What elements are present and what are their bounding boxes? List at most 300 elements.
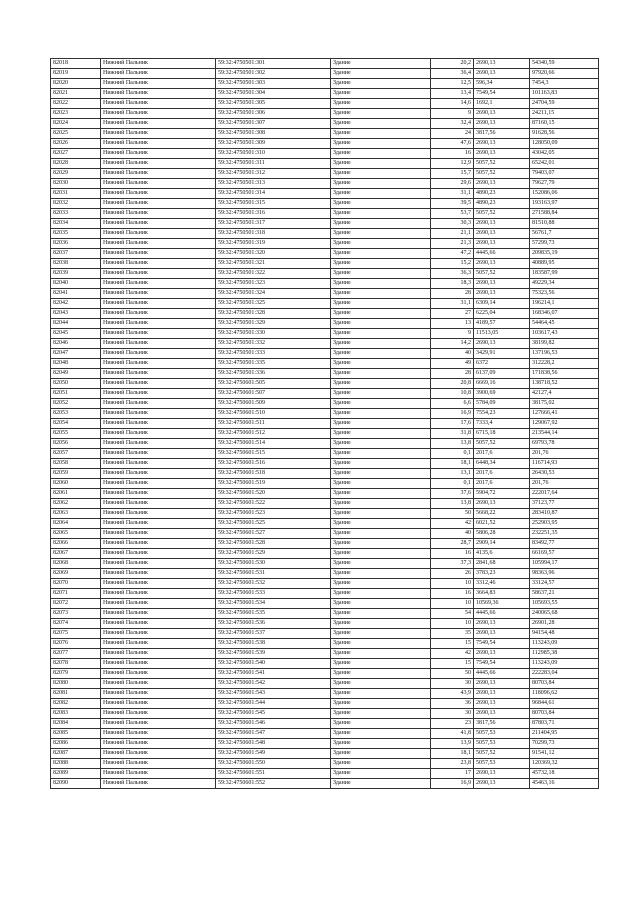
- object-type-cell: Здание: [331, 529, 431, 539]
- area-cell: 10,8: [431, 389, 474, 399]
- cadastral-value-cell: 91628,56: [530, 129, 599, 139]
- settlement-cell: Нижний Пальник: [101, 469, 216, 479]
- record-number-cell: 82083: [51, 709, 101, 719]
- area-cell: 15: [431, 639, 474, 649]
- cadastral-value-cell: 120369,32: [530, 759, 599, 769]
- record-number-cell: 82062: [51, 499, 101, 509]
- area-cell: 9: [431, 109, 474, 119]
- cadastral-number-cell: 59:32:4750601:518: [216, 469, 331, 479]
- settlement-cell: Нижний Пальник: [101, 209, 216, 219]
- record-number-cell: 82029: [51, 169, 101, 179]
- table-row: [51, 439, 599, 449]
- cadastral-number-cell: 59:32:4750501:314: [216, 189, 331, 199]
- record-number-cell: 82051: [51, 389, 101, 399]
- area-cell: 53,7: [431, 209, 474, 219]
- cadastral-value-cell: 43042,05: [530, 149, 599, 159]
- settlement-cell: Нижний Пальник: [101, 499, 216, 509]
- object-type-cell: Здание: [331, 379, 431, 389]
- area-cell: 21,1: [431, 229, 474, 239]
- record-number-cell: 82047: [51, 349, 101, 359]
- cadastral-number-cell: 59:32:4750501:318: [216, 229, 331, 239]
- unit-value-cell: 2909,14: [474, 539, 530, 549]
- cadastral-value-cell: 26430,53: [530, 469, 599, 479]
- table-row: [51, 209, 599, 219]
- object-type-cell: Здание: [331, 569, 431, 579]
- table-row: [51, 619, 599, 629]
- cadastral-number-cell: 59:32:4750601:528: [216, 539, 331, 549]
- cadastral-value-cell: 87803,71: [530, 719, 599, 729]
- cadastral-number-cell: 59:32:4750601:547: [216, 729, 331, 739]
- record-number-cell: 82069: [51, 569, 101, 579]
- cadastral-number-cell: 59:32:4750601:527: [216, 529, 331, 539]
- table-row: [51, 89, 599, 99]
- object-type-cell: Здание: [331, 399, 431, 409]
- area-cell: 13,9: [431, 739, 474, 749]
- cadastral-number-cell: 59:32:4750601:515: [216, 449, 331, 459]
- cadastral-value-cell: 24704,59: [530, 99, 599, 109]
- cadastral-value-cell: 232251,35: [530, 529, 599, 539]
- record-number-cell: 82039: [51, 269, 101, 279]
- table-row: [51, 529, 599, 539]
- object-type-cell: Здание: [331, 149, 431, 159]
- record-number-cell: 82074: [51, 619, 101, 629]
- unit-value-cell: 2690,13: [474, 179, 530, 189]
- table-row: [51, 199, 599, 209]
- table-row: [51, 159, 599, 169]
- object-type-cell: Здание: [331, 499, 431, 509]
- object-type-cell: Здание: [331, 329, 431, 339]
- area-cell: 43,9: [431, 689, 474, 699]
- unit-value-cell: 7549,54: [474, 89, 530, 99]
- table-row: [51, 669, 599, 679]
- record-number-cell: 82020: [51, 79, 101, 89]
- settlement-cell: Нижний Пальник: [101, 489, 216, 499]
- settlement-cell: Нижний Пальник: [101, 749, 216, 759]
- cadastral-number-cell: 59:32:4750601:520: [216, 489, 331, 499]
- cadastral-number-cell: 59:32:4750601:542: [216, 679, 331, 689]
- record-number-cell: 82073: [51, 609, 101, 619]
- cadastral-value-cell: 252903,95: [530, 519, 599, 529]
- unit-value-cell: 7549,54: [474, 639, 530, 649]
- cadastral-value-cell: 26901,28: [530, 619, 599, 629]
- cadastral-value-cell: 103617,43: [530, 329, 599, 339]
- cadastral-value-cell: 57299,73: [530, 239, 599, 249]
- cadastral-value-cell: 79627,79: [530, 179, 599, 189]
- record-number-cell: 82082: [51, 699, 101, 709]
- record-number-cell: 82040: [51, 279, 101, 289]
- unit-value-cell: 2690,13: [474, 59, 530, 69]
- object-type-cell: Здание: [331, 539, 431, 549]
- table-row: [51, 589, 599, 599]
- cadastral-number-cell: 59:32:4750601:538: [216, 639, 331, 649]
- cadastral-value-cell: 222283,04: [530, 669, 599, 679]
- table-row: [51, 299, 599, 309]
- unit-value-cell: 2690,13: [474, 219, 530, 229]
- table-row: [51, 269, 599, 279]
- unit-value-cell: 5904,72: [474, 489, 530, 499]
- area-cell: 16: [431, 149, 474, 159]
- area-cell: 16: [431, 589, 474, 599]
- cadastral-number-cell: 59:32:4750501:333: [216, 349, 331, 359]
- record-number-cell: 82030: [51, 179, 101, 189]
- object-type-cell: Здание: [331, 409, 431, 419]
- record-number-cell: 82077: [51, 649, 101, 659]
- table-row: [51, 549, 599, 559]
- settlement-cell: Нижний Пальник: [101, 319, 216, 329]
- unit-value-cell: 2690,13: [474, 289, 530, 299]
- cadastral-value-cell: 54340,59: [530, 59, 599, 69]
- record-number-cell: 82054: [51, 419, 101, 429]
- table-row: [51, 579, 599, 589]
- table-row: [51, 489, 599, 499]
- table-row: [51, 379, 599, 389]
- cadastral-value-cell: 7454,3: [530, 79, 599, 89]
- area-cell: 10: [431, 619, 474, 629]
- cadastral-number-cell: 59:32:4750501:322: [216, 269, 331, 279]
- unit-value-cell: 2690,13: [474, 769, 530, 779]
- record-number-cell: 82053: [51, 409, 101, 419]
- settlement-cell: Нижний Пальник: [101, 369, 216, 379]
- object-type-cell: Здание: [331, 549, 431, 559]
- settlement-cell: Нижний Пальник: [101, 539, 216, 549]
- area-cell: 23: [431, 719, 474, 729]
- cadastral-value-cell: 211404,95: [530, 729, 599, 739]
- area-cell: 15,2: [431, 259, 474, 269]
- record-number-cell: 82072: [51, 599, 101, 609]
- record-number-cell: 82024: [51, 119, 101, 129]
- settlement-cell: Нижний Пальник: [101, 719, 216, 729]
- unit-value-cell: 5057,52: [474, 159, 530, 169]
- cadastral-value-cell: 127666,41: [530, 409, 599, 419]
- settlement-cell: Нижний Пальник: [101, 459, 216, 469]
- settlement-cell: Нижний Пальник: [101, 59, 216, 69]
- record-number-cell: 82067: [51, 549, 101, 559]
- cadastral-value-cell: 101163,83: [530, 89, 599, 99]
- cadastral-value-cell: 196214,1: [530, 299, 599, 309]
- table-row: [51, 399, 599, 409]
- unit-value-cell: 2690,13: [474, 619, 530, 629]
- unit-value-cell: 2690,13: [474, 139, 530, 149]
- cadastral-number-cell: 59:32:4750501:315: [216, 199, 331, 209]
- unit-value-cell: 2690,13: [474, 259, 530, 269]
- cadastral-number-cell: 59:32:4750601:510: [216, 409, 331, 419]
- unit-value-cell: 6225,04: [474, 309, 530, 319]
- record-number-cell: 82041: [51, 289, 101, 299]
- unit-value-cell: 5057,52: [474, 269, 530, 279]
- object-type-cell: Здание: [331, 269, 431, 279]
- area-cell: 27: [431, 309, 474, 319]
- cadastral-value-cell: 58637,21: [530, 589, 599, 599]
- table-row: [51, 609, 599, 619]
- area-cell: 28,7: [431, 539, 474, 549]
- table-row: [51, 179, 599, 189]
- record-number-cell: 82060: [51, 479, 101, 489]
- object-type-cell: Здание: [331, 279, 431, 289]
- area-cell: 16: [431, 549, 474, 559]
- record-number-cell: 82078: [51, 659, 101, 669]
- table-row: [51, 349, 599, 359]
- object-type-cell: Здание: [331, 709, 431, 719]
- table-row: [51, 319, 599, 329]
- unit-value-cell: 4445,66: [474, 609, 530, 619]
- cadastral-number-cell: 59:32:4750501:316: [216, 209, 331, 219]
- record-number-cell: 82058: [51, 459, 101, 469]
- area-cell: 14,2: [431, 339, 474, 349]
- area-cell: 42: [431, 649, 474, 659]
- cadastral-value-cell: 222017,64: [530, 489, 599, 499]
- settlement-cell: Нижний Пальник: [101, 479, 216, 489]
- settlement-cell: Нижний Пальник: [101, 399, 216, 409]
- record-number-cell: 82045: [51, 329, 101, 339]
- area-cell: 37,3: [431, 559, 474, 569]
- settlement-cell: Нижний Пальник: [101, 79, 216, 89]
- object-type-cell: Здание: [331, 139, 431, 149]
- record-number-cell: 82052: [51, 399, 101, 409]
- object-type-cell: Здание: [331, 249, 431, 259]
- unit-value-cell: 5784,09: [474, 399, 530, 409]
- record-number-cell: 82055: [51, 429, 101, 439]
- record-number-cell: 82068: [51, 559, 101, 569]
- record-number-cell: 82026: [51, 139, 101, 149]
- unit-value-cell: 2690,13: [474, 339, 530, 349]
- area-cell: 41,8: [431, 729, 474, 739]
- record-number-cell: 82023: [51, 109, 101, 119]
- settlement-cell: Нижний Пальник: [101, 569, 216, 579]
- table-row: [51, 389, 599, 399]
- cadastral-number-cell: 59:32:4750601:537: [216, 629, 331, 639]
- settlement-cell: Нижний Пальник: [101, 239, 216, 249]
- cadastral-number-cell: 59:32:4750601:541: [216, 669, 331, 679]
- settlement-cell: Нижний Пальник: [101, 589, 216, 599]
- table-row: [51, 149, 599, 159]
- record-number-cell: 82056: [51, 439, 101, 449]
- cadastral-value-cell: 201,76: [530, 479, 599, 489]
- settlement-cell: Нижний Пальник: [101, 669, 216, 679]
- settlement-cell: Нижний Пальник: [101, 739, 216, 749]
- object-type-cell: Здание: [331, 289, 431, 299]
- cadastral-value-cell: 83492,77: [530, 539, 599, 549]
- cadastral-value-cell: 42127,4: [530, 389, 599, 399]
- table-row: [51, 699, 599, 709]
- area-cell: 31,1: [431, 299, 474, 309]
- cadastral-value-cell: 183587,99: [530, 269, 599, 279]
- cadastral-value-cell: 113243,09: [530, 639, 599, 649]
- area-cell: 10: [431, 599, 474, 609]
- cadastral-number-cell: 59:32:4750501:301: [216, 59, 331, 69]
- cadastral-number-cell: 59:32:4750601:523: [216, 509, 331, 519]
- record-number-cell: 82075: [51, 629, 101, 639]
- cadastral-value-cell: 66169,57: [530, 549, 599, 559]
- object-type-cell: Здание: [331, 299, 431, 309]
- unit-value-cell: 7333,4: [474, 419, 530, 429]
- cadastral-number-cell: 59:32:4750601:535: [216, 609, 331, 619]
- unit-value-cell: 3783,23: [474, 569, 530, 579]
- area-cell: 32,4: [431, 119, 474, 129]
- settlement-cell: Нижний Пальник: [101, 639, 216, 649]
- record-number-cell: 82081: [51, 689, 101, 699]
- settlement-cell: Нижний Пальник: [101, 599, 216, 609]
- cadastral-value-cell: 69793,78: [530, 439, 599, 449]
- object-type-cell: Здание: [331, 229, 431, 239]
- settlement-cell: Нижний Пальник: [101, 559, 216, 569]
- unit-value-cell: 2690,13: [474, 229, 530, 239]
- object-type-cell: Здание: [331, 99, 431, 109]
- object-type-cell: Здание: [331, 439, 431, 449]
- cadastral-number-cell: 59:32:4750501:310: [216, 149, 331, 159]
- cadastral-number-cell: 59:32:4750501:324: [216, 289, 331, 299]
- object-type-cell: Здание: [331, 659, 431, 669]
- cadastral-number-cell: 59:32:4750601:514: [216, 439, 331, 449]
- table-row: [51, 769, 599, 779]
- area-cell: 13,1: [431, 469, 474, 479]
- cadastral-number-cell: 59:32:4750501:305: [216, 99, 331, 109]
- area-cell: 36,3: [431, 269, 474, 279]
- object-type-cell: Здание: [331, 429, 431, 439]
- unit-value-cell: 5668,22: [474, 509, 530, 519]
- area-cell: 13,8: [431, 499, 474, 509]
- settlement-cell: Нижний Пальник: [101, 699, 216, 709]
- table-row: [51, 229, 599, 239]
- settlement-cell: Нижний Пальник: [101, 359, 216, 369]
- object-type-cell: Здание: [331, 79, 431, 89]
- record-number-cell: 82049: [51, 369, 101, 379]
- record-number-cell: 82076: [51, 639, 101, 649]
- cadastral-value-cell: 38199,82: [530, 339, 599, 349]
- object-type-cell: Здание: [331, 579, 431, 589]
- unit-value-cell: 10569,36: [474, 599, 530, 609]
- unit-value-cell: 5057,53: [474, 759, 530, 769]
- settlement-cell: Нижний Пальник: [101, 229, 216, 239]
- cadastral-number-cell: 59:32:4750601:550: [216, 759, 331, 769]
- cadastral-value-cell: 171838,56: [530, 369, 599, 379]
- area-cell: 0,1: [431, 449, 474, 459]
- area-cell: 6,6: [431, 399, 474, 409]
- settlement-cell: Нижний Пальник: [101, 659, 216, 669]
- table-row: [51, 119, 599, 129]
- record-number-cell: 82064: [51, 519, 101, 529]
- record-number-cell: 82079: [51, 669, 101, 679]
- area-cell: 50: [431, 669, 474, 679]
- settlement-cell: Нижний Пальник: [101, 109, 216, 119]
- area-cell: 42: [431, 519, 474, 529]
- unit-value-cell: 5057,53: [474, 729, 530, 739]
- cadastral-value-cell: 98363,96: [530, 569, 599, 579]
- area-cell: 31,8: [431, 429, 474, 439]
- cadastral-value-cell: 96844,61: [530, 699, 599, 709]
- cadastral-value-cell: 24211,15: [530, 109, 599, 119]
- cadastral-number-cell: 59:32:4750601:536: [216, 619, 331, 629]
- record-number-cell: 82084: [51, 719, 101, 729]
- object-type-cell: Здание: [331, 669, 431, 679]
- record-number-cell: 82046: [51, 339, 101, 349]
- table-row: [51, 289, 599, 299]
- object-type-cell: Здание: [331, 639, 431, 649]
- object-type-cell: Здание: [331, 729, 431, 739]
- unit-value-cell: 2017,6: [474, 479, 530, 489]
- settlement-cell: Нижний Пальник: [101, 129, 216, 139]
- object-type-cell: Здание: [331, 419, 431, 429]
- cadastral-value-cell: 240065,68: [530, 609, 599, 619]
- area-cell: 14,6: [431, 99, 474, 109]
- cadastral-value-cell: 40889,95: [530, 259, 599, 269]
- settlement-cell: Нижний Пальник: [101, 119, 216, 129]
- cadastral-number-cell: 59:32:4750501:323: [216, 279, 331, 289]
- cadastral-number-cell: 59:32:4750601:533: [216, 589, 331, 599]
- settlement-cell: Нижний Пальник: [101, 379, 216, 389]
- object-type-cell: Здание: [331, 189, 431, 199]
- cadastral-number-cell: 59:32:4750501:317: [216, 219, 331, 229]
- table-row: [51, 169, 599, 179]
- table-row: [51, 279, 599, 289]
- unit-value-cell: 7549,54: [474, 659, 530, 669]
- unit-value-cell: 3817,56: [474, 719, 530, 729]
- area-cell: 18,1: [431, 749, 474, 759]
- record-number-cell: 82035: [51, 229, 101, 239]
- settlement-cell: Нижний Пальник: [101, 189, 216, 199]
- object-type-cell: Здание: [331, 739, 431, 749]
- cadastral-value-cell: 193163,97: [530, 199, 599, 209]
- settlement-cell: Нижний Пальник: [101, 709, 216, 719]
- cadastral-number-cell: 59:32:4750501:307: [216, 119, 331, 129]
- table-row: [51, 469, 599, 479]
- cadastral-number-cell: 59:32:4750601:545: [216, 709, 331, 719]
- object-type-cell: Здание: [331, 359, 431, 369]
- cadastral-value-cell: 271588,84: [530, 209, 599, 219]
- record-number-cell: 82022: [51, 99, 101, 109]
- cadastral-value-cell: 312228,2: [530, 359, 599, 369]
- area-cell: 20,8: [431, 379, 474, 389]
- cadastral-number-cell: 59:32:4750501:332: [216, 339, 331, 349]
- cadastral-value-cell: 75323,56: [530, 289, 599, 299]
- record-number-cell: 82065: [51, 529, 101, 539]
- table-row: [51, 709, 599, 719]
- unit-value-cell: 3312,46: [474, 579, 530, 589]
- record-number-cell: 82033: [51, 209, 101, 219]
- object-type-cell: Здание: [331, 339, 431, 349]
- table-row: [51, 719, 599, 729]
- table-row: [51, 249, 599, 259]
- table-row: [51, 109, 599, 119]
- object-type-cell: Здание: [331, 619, 431, 629]
- area-cell: 36: [431, 699, 474, 709]
- unit-value-cell: 2690,13: [474, 629, 530, 639]
- object-type-cell: Здание: [331, 589, 431, 599]
- object-type-cell: Здание: [331, 489, 431, 499]
- area-cell: 47,2: [431, 249, 474, 259]
- cadastral-number-cell: 59:32:4750601:551: [216, 769, 331, 779]
- object-type-cell: Здание: [331, 259, 431, 269]
- cadastral-value-cell: 79403,07: [530, 169, 599, 179]
- unit-value-cell: 5057,52: [474, 169, 530, 179]
- area-cell: 31,1: [431, 189, 474, 199]
- object-type-cell: Здание: [331, 719, 431, 729]
- area-cell: 9: [431, 329, 474, 339]
- settlement-cell: Нижний Пальник: [101, 779, 216, 789]
- cadastral-number-cell: 59:32:4750501:304: [216, 89, 331, 99]
- table-row: [51, 339, 599, 349]
- record-number-cell: 82032: [51, 199, 101, 209]
- unit-value-cell: 596,34: [474, 79, 530, 89]
- table-row: [51, 259, 599, 269]
- unit-value-cell: 6372: [474, 359, 530, 369]
- unit-value-cell: 2690,13: [474, 689, 530, 699]
- unit-value-cell: 5057,52: [474, 749, 530, 759]
- object-type-cell: Здание: [331, 509, 431, 519]
- record-number-cell: 82088: [51, 759, 101, 769]
- area-cell: 28: [431, 369, 474, 379]
- area-cell: 20,2: [431, 59, 474, 69]
- settlement-cell: Нижний Пальник: [101, 439, 216, 449]
